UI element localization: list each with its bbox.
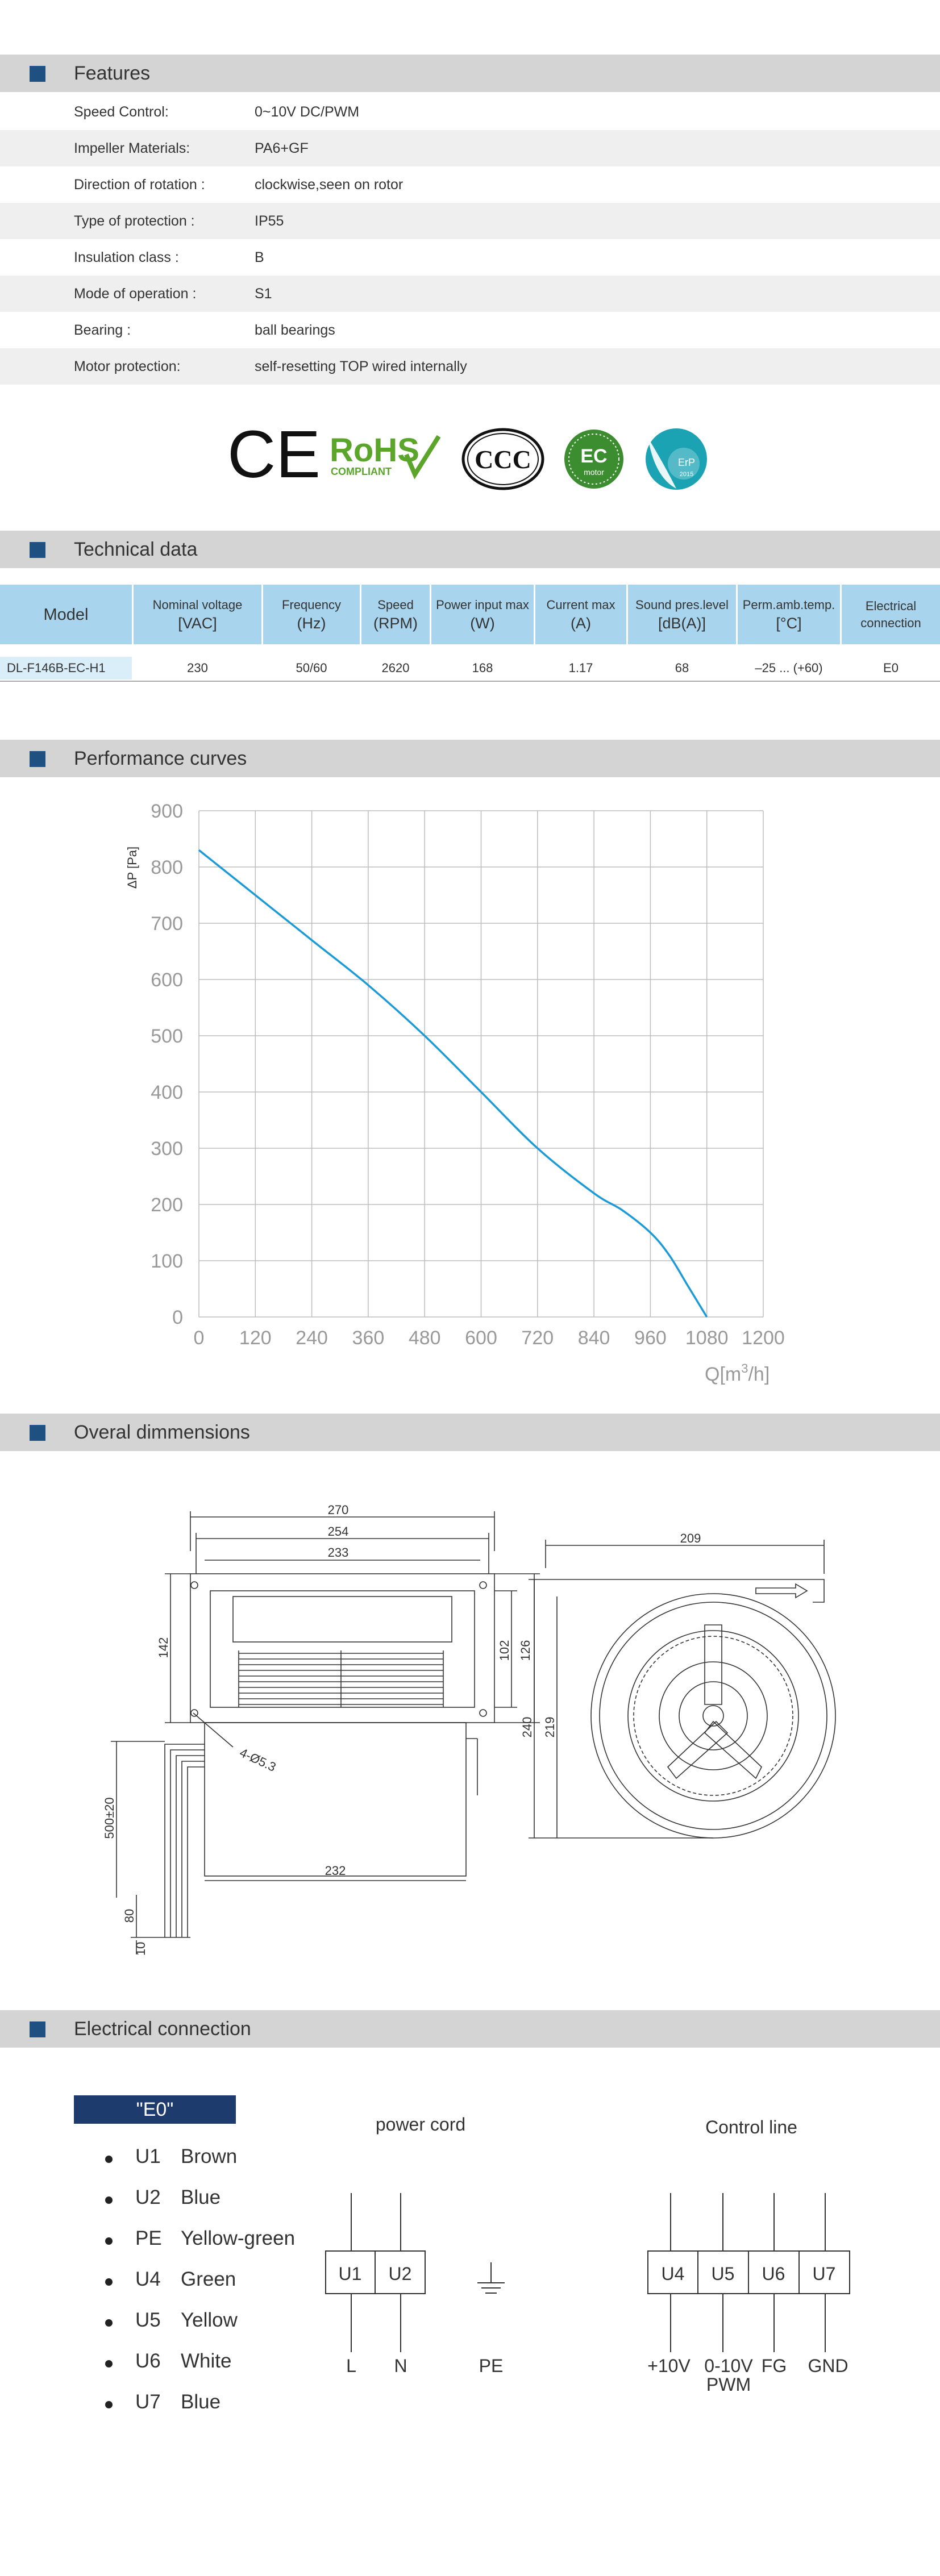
td-sound: 68: [675, 661, 689, 675]
legend-color: White: [181, 2350, 232, 2372]
legend-color: Yellow: [181, 2309, 238, 2331]
impeller-slats: [239, 1650, 443, 1707]
terminal-label: U5: [711, 2264, 735, 2284]
svg-text:RoHS: RoHS: [330, 432, 419, 469]
section-marker-icon: [30, 1425, 45, 1441]
svg-text:EC: EC: [580, 445, 608, 467]
bullet-icon: [105, 2319, 113, 2327]
legend-color: Brown: [181, 2145, 238, 2167]
electrical-section-header: [0, 2010, 940, 2048]
dim-label: 270: [327, 1503, 349, 1517]
performance-title: Performance curves: [74, 748, 247, 769]
svg-text:motor: motor: [584, 468, 604, 477]
section-marker-icon: [30, 542, 45, 558]
x-tick-label: 0: [193, 1327, 205, 1349]
x-tick-label: 720: [521, 1327, 554, 1349]
dim-label: 500±20: [102, 1797, 117, 1839]
feature-key: Impeller Materials:: [74, 140, 190, 156]
y-tick-label: 100: [151, 1251, 183, 1272]
dim-label: 102: [497, 1640, 511, 1661]
chart-y-label: ΔP [Pa]: [125, 846, 139, 889]
x-tick-label: 960: [634, 1327, 667, 1349]
svg-text:2015: 2015: [679, 471, 694, 478]
dim-label: 10: [134, 1941, 148, 1956]
legend-code: U5: [135, 2309, 161, 2331]
td-temp: –25 ... (+60): [755, 661, 823, 675]
legend-color: Blue: [181, 2186, 221, 2208]
feature-row: [0, 203, 940, 239]
pe-label: PE: [479, 2356, 504, 2376]
td-power: 168: [472, 661, 493, 675]
terminal-label: U2: [388, 2264, 412, 2284]
dim-label: 209: [680, 1531, 701, 1545]
y-tick-label: 400: [151, 1082, 183, 1103]
legend-code: U2: [135, 2186, 161, 2208]
feature-row: [0, 166, 940, 203]
e0-badge: "E0": [74, 2095, 236, 2124]
dim-label: 254: [327, 1524, 349, 1539]
x-tick-label: 240: [296, 1327, 328, 1349]
features-section-header: [0, 55, 940, 92]
airflow-arrow-icon: [756, 1584, 807, 1598]
wiring-diagram: [307, 2102, 875, 2398]
th-sound: Sound pres.level [dB(A)]: [628, 585, 738, 644]
x-tick-label: 600: [465, 1327, 497, 1349]
svg-text:ErP: ErP: [677, 457, 696, 468]
td-frequency: 50/60: [296, 661, 327, 675]
feature-value: ball bearings: [255, 322, 335, 338]
x-tick-label: 1080: [685, 1327, 729, 1349]
legend-color: Yellow-green: [181, 2227, 296, 2249]
technical-title: Technical data: [74, 539, 198, 560]
x-tick-label: 120: [239, 1327, 272, 1349]
dim-label: 240: [520, 1716, 534, 1738]
wire-label: 0-10V: [704, 2356, 753, 2376]
y-tick-label: 200: [151, 1194, 183, 1216]
td-electrical: E0: [883, 661, 899, 675]
technical-section-header: [0, 531, 940, 568]
y-tick-label: 700: [151, 913, 183, 935]
wire-label: L: [346, 2356, 356, 2376]
feature-row: [0, 94, 940, 130]
wire-sublabel: PWM: [706, 2374, 751, 2395]
performance-chart: [0, 784, 940, 1409]
svg-text:CE: CE: [227, 420, 321, 492]
ccc-logo: [463, 430, 543, 489]
dim-label: 80: [122, 1908, 136, 1923]
y-tick-label: 900: [151, 801, 183, 822]
th-speed: Speed (RPM): [361, 585, 431, 644]
bullet-icon: [105, 2156, 113, 2163]
y-tick-label: 500: [151, 1026, 183, 1047]
performance-section-header: [0, 740, 940, 777]
y-tick-label: 600: [151, 969, 183, 991]
svg-text:CCC: CCC: [475, 445, 531, 474]
feature-value: IP55: [255, 213, 284, 229]
th-electrical: Electrical connection: [860, 598, 921, 630]
td-current: 1.17: [568, 661, 593, 675]
front-view: [111, 1511, 540, 1954]
th-voltage: Nominal voltage [VAC]: [134, 585, 263, 644]
feature-value: PA6+GF: [255, 140, 309, 156]
td-model: DL-F146B-EC-H1: [7, 661, 106, 675]
chart-x-label: $Q[m^3/h]$: [705, 1361, 770, 1385]
th-current: Current max (A): [535, 585, 628, 644]
features-title: Features: [74, 62, 151, 84]
terminal-label: U6: [762, 2264, 785, 2284]
terminal-label: U7: [812, 2264, 836, 2284]
section-marker-icon: [30, 2021, 45, 2037]
th-temp: Perm.amb.temp. [°C]: [738, 585, 842, 644]
feature-row: [0, 276, 940, 312]
svg-text:COMPLIANT: COMPLIANT: [331, 466, 392, 477]
td-voltage: 230: [187, 661, 208, 675]
erp-logo: [646, 428, 707, 490]
dimensions-section-header: [0, 1414, 940, 1451]
feature-key: Direction of rotation :: [74, 177, 205, 193]
electrical-title: Electrical connection: [74, 2018, 251, 2040]
x-tick-label: 840: [577, 1327, 610, 1349]
dim-label: 4-Ø5.3: [237, 1745, 278, 1774]
feature-value: S1: [255, 286, 272, 302]
dim-label: 126: [518, 1640, 533, 1661]
feature-value: B: [255, 249, 264, 265]
x-tick-label: 360: [352, 1327, 385, 1349]
feature-value: self-resetting TOP wired internally: [255, 359, 467, 374]
y-tick-label: 800: [151, 857, 183, 878]
bullet-icon: [105, 2196, 113, 2204]
legend-color: Blue: [181, 2391, 221, 2413]
legend-code: U6: [135, 2350, 161, 2372]
bullet-icon: [105, 2278, 113, 2286]
ce-logo: [227, 420, 321, 492]
power-cord-title: power cord: [375, 2114, 466, 2135]
feature-key: Insulation class :: [74, 249, 179, 265]
bullet-icon: [105, 2401, 113, 2408]
feature-key: Bearing :: [74, 322, 131, 338]
bullet-icon: [105, 2360, 113, 2367]
section-marker-icon: [30, 66, 45, 82]
dimensions-title: Overal dimmensions: [74, 1422, 250, 1443]
performance-curve-line: [199, 850, 707, 1317]
feature-row: [0, 348, 940, 385]
dim-label: 232: [325, 1864, 346, 1878]
th-power: Power input max (W): [431, 585, 535, 644]
dim-label: 233: [327, 1545, 349, 1560]
x-tick-label: 480: [408, 1327, 441, 1349]
feature-value: 0~10V DC/PWM: [255, 104, 360, 120]
certification-logos: [227, 420, 716, 494]
ec-motor-logo: [564, 430, 623, 489]
legend-code: U7: [135, 2391, 161, 2413]
feature-key: Motor protection:: [74, 359, 181, 374]
th-frequency: Frequency (Hz): [263, 585, 361, 644]
feature-key: Type of protection :: [74, 213, 195, 229]
feature-row: [0, 239, 940, 276]
terminal-label: U1: [338, 2264, 362, 2284]
feature-value: clockwise,seen on rotor: [255, 177, 404, 193]
th-model: Model: [0, 585, 134, 644]
side-view: [529, 1540, 835, 1838]
legend-code: PE: [135, 2227, 162, 2249]
wire-label: +10V: [647, 2356, 691, 2376]
bullet-icon: [105, 2237, 113, 2245]
rohs-logo: [330, 432, 439, 477]
table-bottom-rule: [0, 681, 940, 682]
dim-label: 142: [156, 1637, 170, 1658]
y-tick-label: 300: [151, 1138, 183, 1160]
wire-label: GND: [808, 2356, 849, 2376]
td-speed: 2620: [381, 661, 410, 675]
feature-row: [0, 130, 940, 166]
section-marker-icon: [30, 751, 45, 767]
legend-code: U1: [135, 2145, 161, 2167]
control-line-title: Control line: [705, 2117, 797, 2137]
y-tick-label: 0: [172, 1307, 183, 1328]
wire-label: FG: [761, 2356, 787, 2376]
dim-label: 219: [543, 1716, 557, 1738]
dimension-drawing: [102, 1489, 841, 1960]
legend-code: U4: [135, 2268, 161, 2290]
feature-row: [0, 312, 940, 348]
terminal-label: U4: [661, 2264, 685, 2284]
feature-key: Mode of operation :: [74, 286, 197, 302]
wire-label: N: [394, 2356, 407, 2376]
feature-key: Speed Control:: [74, 104, 169, 120]
legend-color: Green: [181, 2268, 236, 2290]
x-tick-label: 1200: [742, 1327, 785, 1349]
